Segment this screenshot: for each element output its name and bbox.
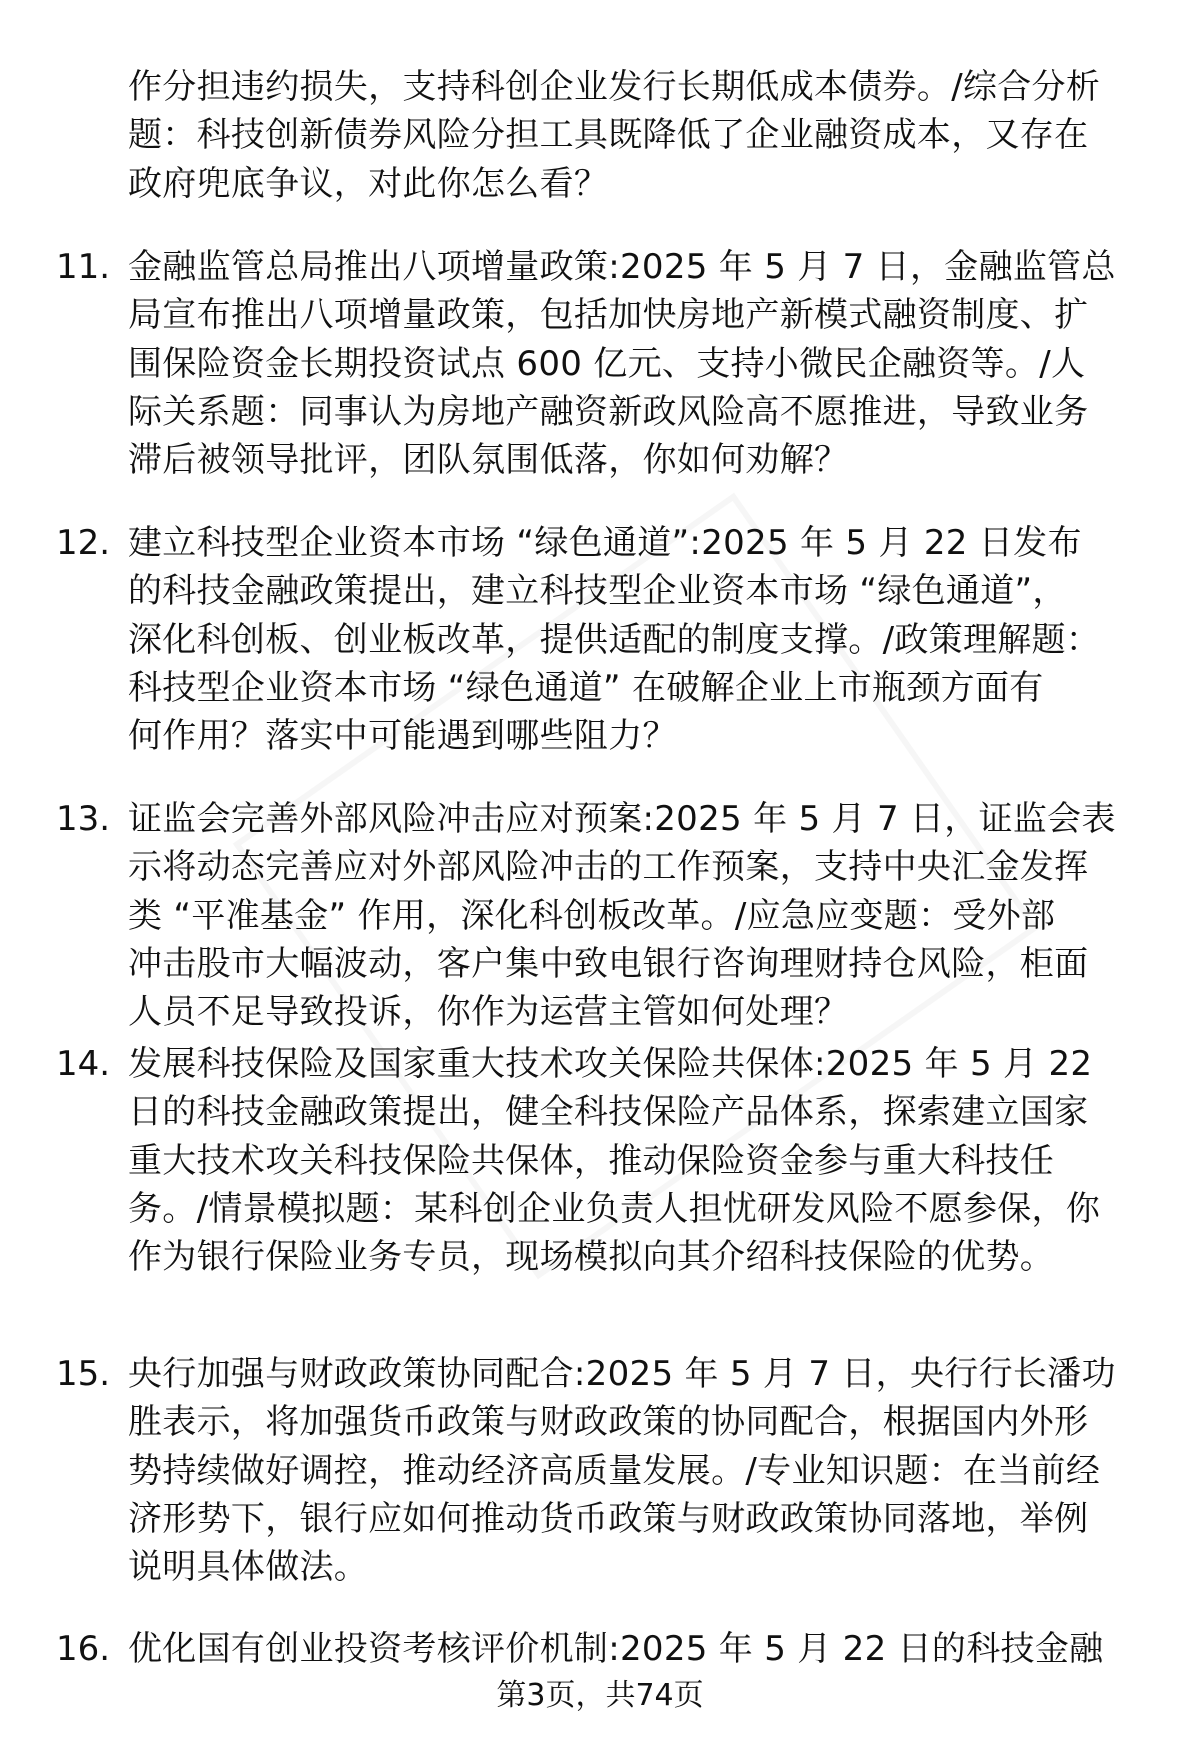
text-line: 局宣布推出八项增量政策，包括加快房地产新模式融资制度、扩 xyxy=(128,295,1089,336)
text-line: 胜表示，将加强货币政策与财政政策的协同配合，根据国内外形 xyxy=(128,1402,1089,1443)
text-line: 作分担违约损失，支持科创企业发行长期低成本债券。/综合分析 xyxy=(128,67,1101,107)
text-line: 冲击股市大幅波动，客户集中致电银行咨询理财持仓风险，柜面 xyxy=(128,943,1089,984)
text-line: 滞后被领导批评，团队氛围低落，你如何劝解？ xyxy=(128,440,849,481)
text-line: 说明具体做法。 xyxy=(128,1547,369,1588)
text-line: 央行加强与财政政策协同配合:2025 年 5 月 7 日，央行行长潘功 xyxy=(128,1354,1116,1394)
text-line: 深化科创板、创业板改革，提供适配的制度支撑。/政策理解题： xyxy=(128,619,1101,660)
item-number: 11. xyxy=(56,247,111,287)
text-line: 日的科技金融政策提出，健全科技保险产品体系，探索建立国家 xyxy=(128,1092,1089,1133)
text-line: 金融监管总局推出八项增量政策:2025 年 5 月 7 日，金融监管总 xyxy=(128,247,1116,287)
text-line: 示将动态完善应对外部风险冲击的工作预案，支持中央汇金发挥 xyxy=(128,847,1089,888)
text-line: 优化国有创业投资考核评价机制:2025 年 5 月 22 日的科技金融 xyxy=(128,1629,1104,1669)
item-number: 12. xyxy=(56,523,111,563)
text-line: 题：科技创新债券风险分担工具既降低了企业融资成本，又存在 xyxy=(128,115,1089,156)
text-line: 的科技金融政策提出，建立科技型企业资本市场 “绿色通道”， xyxy=(128,571,1067,612)
item-number: 13. xyxy=(56,799,111,839)
text-line: 重大技术攻关科技保险共保体，推动保险资金参与重大科技任 xyxy=(128,1140,1055,1181)
text-line: 政府兜底争议，对此你怎么看？ xyxy=(128,163,609,204)
page-footer: 第3页，共74页 xyxy=(496,1678,704,1713)
text-line: 济形势下，银行应如何推动货币政策与财政政策协同落地，举例 xyxy=(128,1498,1089,1539)
text-line: 何作用？落实中可能遇到哪些阻力？ xyxy=(128,716,677,757)
item-number: 16. xyxy=(56,1629,111,1669)
text-line: 证监会完善外部风险冲击应对预案:2025 年 5 月 7 日，证监会表 xyxy=(128,799,1116,839)
item-number: 14. xyxy=(56,1044,111,1084)
text-line: 发展科技保险及国家重大技术攻关保险共保体:2025 年 5 月 22 xyxy=(128,1044,1093,1084)
text-line: 作为银行保险业务专员，现场模拟向其介绍科技保险的优势。 xyxy=(128,1237,1055,1278)
text-line: 类 “平准基金” 作用，深化科创板改革。/应急应变题：受外部 xyxy=(128,895,1056,936)
text-line: 建立科技型企业资本市场 “绿色通道”:2025 年 5 月 22 日发布 xyxy=(128,523,1082,563)
text-line: 际关系题：同事认为房地产融资新政风险高不愿推进，导致业务 xyxy=(128,391,1089,432)
text-line: 围保险资金长期投资试点 600 亿元、支持小微民企融资等。/人 xyxy=(128,343,1086,384)
text-line: 势持续做好调控，推动经济高质量发展。/专业知识题：在当前经 xyxy=(128,1450,1101,1491)
text-line: 人员不足导致投诉，你作为运营主管如何处理？ xyxy=(128,992,849,1033)
item-number: 15. xyxy=(56,1354,111,1394)
text-line: 科技型企业资本市场 “绿色通道” 在破解企业上市瓶颈方面有 xyxy=(128,667,1044,708)
text-line: 务。/情景模拟题：某科创企业负责人担忧研发风险不愿参保，你 xyxy=(128,1188,1101,1229)
